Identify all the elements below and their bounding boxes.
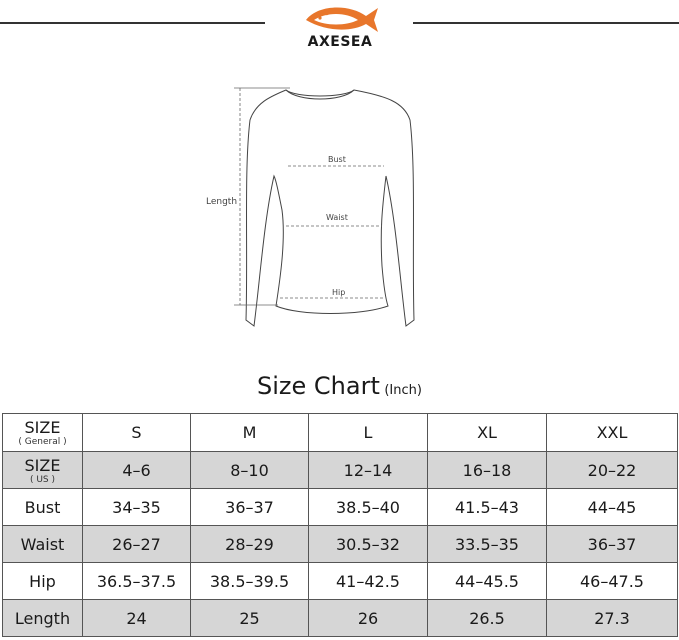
table-cell: 44–45 — [547, 489, 678, 526]
waist-label: Waist — [326, 213, 348, 222]
table-cell: 30.5–32 — [309, 526, 428, 563]
row-label-cell — [3, 526, 83, 563]
table-cell: 20–22 — [547, 452, 678, 489]
size-header: S — [83, 414, 191, 452]
table-cell: 38.5–40 — [309, 489, 428, 526]
table-row — [3, 489, 678, 526]
table-row — [3, 526, 678, 563]
table-cell: 36–37 — [547, 526, 678, 563]
table-cell: 27.3 — [547, 600, 678, 637]
size-header: XXL — [547, 414, 678, 452]
row-label: Length — [14, 608, 71, 628]
row-label-cell — [3, 563, 83, 600]
brand-name: AXESEA — [307, 34, 373, 50]
garment-diagram — [190, 80, 450, 340]
table-cell: 16–18 — [428, 452, 547, 489]
table-cell: 44–45.5 — [428, 563, 547, 600]
chart-unit: (Inch) — [384, 383, 422, 398]
table-row — [3, 452, 678, 489]
table-cell: 24 — [83, 600, 191, 637]
row-label: Bust — [24, 497, 61, 517]
header-rule-left — [0, 22, 265, 24]
table-row — [3, 600, 678, 637]
chart-title: Size Chart — [257, 372, 380, 400]
table-cell: 38.5–39.5 — [191, 563, 309, 600]
header-rule-right — [413, 22, 679, 24]
length-label: Length — [206, 197, 238, 207]
row-label: Hip — [29, 571, 56, 591]
row-label-cell — [3, 489, 83, 526]
header-label: SIZE — [24, 418, 61, 437]
table-cell: 36–37 — [191, 489, 309, 526]
table-cell: 25 — [191, 600, 309, 637]
table-row — [3, 563, 678, 600]
hip-label: Hip — [332, 288, 346, 297]
row-label: Waist — [20, 534, 65, 554]
table-cell: 41.5–43 — [428, 489, 547, 526]
size-header: M — [191, 414, 309, 452]
table-cell: 28–29 — [191, 526, 309, 563]
table-header-row — [3, 414, 678, 452]
bust-label: Bust — [328, 155, 346, 164]
table-cell: 26.5 — [428, 600, 547, 637]
row-label-cell — [3, 600, 83, 637]
table-cell: 26–27 — [83, 526, 191, 563]
row-label-cell — [3, 452, 83, 489]
table-cell: 34–35 — [83, 489, 191, 526]
table-cell: 12–14 — [309, 452, 428, 489]
table-cell: 46–47.5 — [547, 563, 678, 600]
table-cell: 8–10 — [191, 452, 309, 489]
size-header: L — [309, 414, 428, 452]
shirt-outline — [246, 90, 414, 326]
size-chart-title — [0, 372, 679, 400]
row-sublabel: ( US ) — [29, 474, 56, 485]
size-table — [2, 413, 678, 637]
table-cell: 41–42.5 — [309, 563, 428, 600]
header-sublabel: ( General ) — [18, 437, 67, 447]
row-label: SIZE — [24, 455, 61, 475]
size-header: XL — [428, 414, 547, 452]
table-cell: 4–6 — [83, 452, 191, 489]
header-label-cell — [3, 414, 83, 452]
table-cell: 33.5–35 — [428, 526, 547, 563]
table-cell: 36.5–37.5 — [83, 563, 191, 600]
table-cell: 26 — [309, 600, 428, 637]
size-table-body — [3, 414, 678, 637]
